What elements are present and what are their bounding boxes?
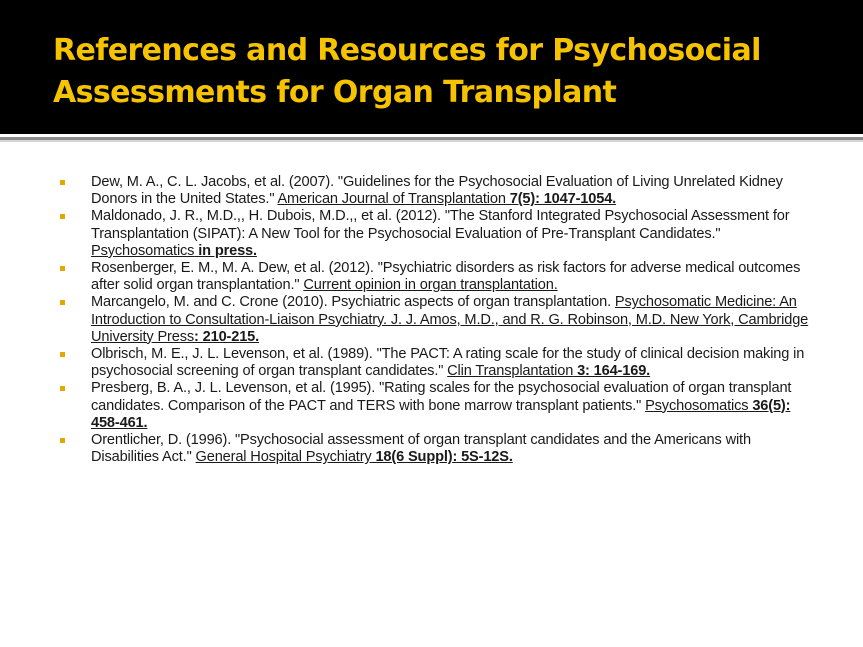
reference-pages: 18(6 Suppl): 5S-12S. xyxy=(371,449,513,466)
square-bullet-icon xyxy=(60,438,65,443)
reference-text: Dew, M. A., C. L. Jacobs, et al. (2007). "Guidelines for the Psychosocial Evaluation of Living Unrelated Kidney Donors in the United States." xyxy=(91,174,783,208)
reference-source: Clin Transplantation xyxy=(447,363,574,380)
title-bar xyxy=(0,0,863,134)
square-bullet-icon xyxy=(60,180,65,185)
reference-item xyxy=(60,346,820,380)
reference-pages: 3: 164-169. xyxy=(573,363,651,380)
title-divider-shadow xyxy=(0,140,863,142)
reference-text: Maldonado, J. R., M.D.,, H. Dubois, M.D.,, et al. (2012). "The Stanford Integrated Psychosocial Assessment for Transplantation (SIPAT): A New Tool for the Psychosocial Evaluation of Pre-Transplant Candidates." xyxy=(91,208,790,242)
reference-pages: in press. xyxy=(194,242,257,259)
reference-item xyxy=(60,432,820,466)
square-bullet-icon xyxy=(60,352,65,357)
reference-text: Orentlicher, D. (1996). "Psychosocial assessment of organ transplant candidates and the Americans with Disabilities Act." xyxy=(91,432,751,466)
reference-source: Psychosomatics xyxy=(91,242,195,259)
slide-title xyxy=(53,30,853,114)
square-bullet-icon xyxy=(60,214,65,219)
square-bullet-icon xyxy=(60,386,65,391)
square-bullet-icon xyxy=(60,300,65,305)
reference-text: Presberg, B. A., J. L. Levenson, et al. (1995). "Rating scales for the psychosocial evaluation of organ transplant candidates. Comparison of the PACT and TERS with bone marrow transplant patients." xyxy=(91,380,792,414)
reference-item xyxy=(60,294,820,346)
reference-pages: 36(5): 458-461. xyxy=(91,397,791,431)
slide-title-line-1: References and Resources for Psychosocial xyxy=(53,33,761,68)
reference-source: Current opinion in organ transplantation. xyxy=(303,277,558,294)
reference-item xyxy=(60,174,820,208)
square-bullet-icon xyxy=(60,266,65,271)
reference-source: Psychosomatic Medicine: An Introduction to Consultation-Liaison Psychiatry. J. J. Amos, M.D., and R. G. Robinson, M.D. New York, Cambridge University Press xyxy=(91,294,809,345)
reference-text: Olbrisch, M. E., J. L. Levenson, et al. (1989). "The PACT: A rating scale for the study of clinical decision making in psychosocial screening of organ transplant candidates." xyxy=(91,346,805,380)
reference-source: American Journal of Transplantation xyxy=(277,191,506,208)
reference-pages: 7(5): 1047-1054. xyxy=(505,191,617,208)
reference-item xyxy=(60,380,820,432)
reference-text: Marcangelo, M. and C. Crone (2010). Psychiatric aspects of organ transplantation. xyxy=(91,294,615,311)
reference-list xyxy=(60,174,820,466)
reference-item xyxy=(60,208,820,260)
reference-source: General Hospital Psychiatry xyxy=(195,449,372,466)
reference-source: Psychosomatics xyxy=(645,397,749,414)
reference-text: Rosenberger, E. M., M. A. Dew, et al. (2012). "Psychiatric disorders as risk factors for adverse medical outcomes after solid organ transplantation." xyxy=(91,260,801,294)
reference-item xyxy=(60,260,820,294)
slide-title-line-2: Assessments for Organ Transplant xyxy=(53,75,617,110)
reference-pages: : 210-215. xyxy=(194,328,260,345)
